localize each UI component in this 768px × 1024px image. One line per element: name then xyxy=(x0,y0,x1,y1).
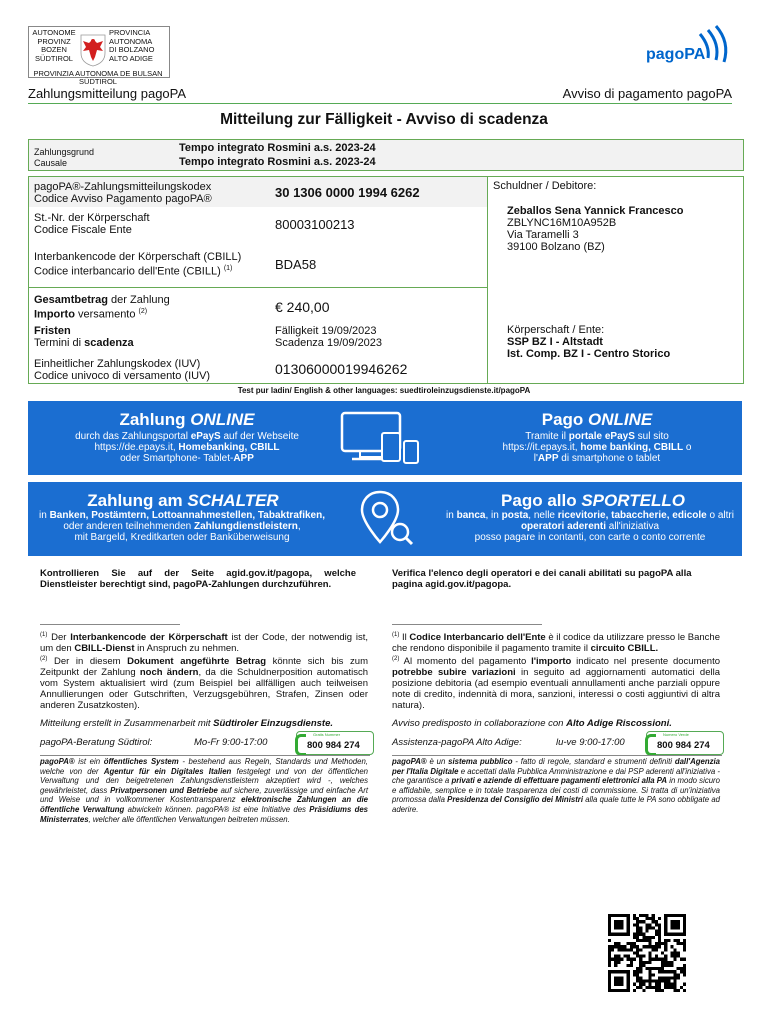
phone-handset-icon xyxy=(645,734,656,756)
header-title-it: Avviso di pagamento pagoPA xyxy=(562,86,732,101)
footnotes-de: $^{(1)}$ Der Interbankencode der Körperschaft ist der Code, der notwendig ist, um den CBILL-Dienst in Anspruch zu nehmen. $^{(2)}$ Der in diesem Dokument angeführte Betrag könnte sich bis zum Zeitpunkt der Zahlung noch ändern, da die Schuldnerposition automatisch vom System aktualisiert wird (zum Beispiel bei allfälligen auch teilweisen Annullierungen oder Gutschriften, Verzugsgebühren, Strafen, Zinsen oder anderen Zusatzkosten). xyxy=(40,632,369,712)
location-pin-icon xyxy=(356,488,416,550)
helpline-phone-de[interactable]: Gratis Nummer 800 984 274 xyxy=(296,731,374,755)
pagopa-description-it: pagoPA® è un sistema pubblico - fatto di regole, standard e strumenti definiti dall'Agenzia per l'Italia Digitale e accettati dalla Pubblica Amministrazione e dai PSP aderenti all'iniziativa - che garantisce a privati e aziende di effettuare pagamenti elettronici alla PA in modo sicuro e affidabile, semplice e in totale trasparenza dei costi di commissione. Si tratta di un'iniziativa promossa dalla Presidenza del Consiglio dei Ministri alla quale tutte le PA sono obbligate ad aderire. xyxy=(392,757,720,814)
amount-value: € 240,00 xyxy=(275,299,330,315)
helpline-hours-it: lu-ve 9:00-17:00 xyxy=(556,737,625,748)
debtor-name: Zeballos Sena Yannick Francesco xyxy=(507,205,684,217)
debtor-street: Via Taramelli 3 xyxy=(507,229,579,241)
amount-label: Gesamtbetrag der Zahlung Importo versamento $^{(2)}$ xyxy=(34,294,170,321)
payment-reason-box xyxy=(28,139,744,171)
entity-block xyxy=(507,324,670,360)
fine-divider-de xyxy=(40,755,370,756)
iuv-label: Einheitlicher Zahlungskodex (IUV) Codice univoco di versamento (IUV) xyxy=(34,358,211,382)
province-logo: AUTONOME PROVINZ BOZEN SÜDTIROL PROVINCIA AUTONOMA DI BOLZANO ALTO ADIGE xyxy=(28,26,170,78)
pagopa-logo xyxy=(646,22,732,70)
reason-value-it: Tempo integrato Rosmini a.s. 2023-24 xyxy=(179,156,376,168)
tax-code-label: St.-Nr. der Körperschaft Codice Fiscale Ente xyxy=(34,212,150,236)
province-logo-subtitle: PROVINZIA AUTONOMA DE BULSAN SÜDTIROL xyxy=(33,69,163,86)
debtor-block xyxy=(507,205,684,253)
footnote-divider-it xyxy=(392,624,542,625)
reason-label-it: Causale xyxy=(34,158,68,168)
helpline-phone-it[interactable]: Numero Verde 800 984 274 xyxy=(646,731,724,755)
due-date-value: Fälligkeit 19/09/2023 Scadenza 19/09/2023 xyxy=(275,325,383,349)
notice-code-label: pagoPA®-Zahlungsmitteilungskodex Codice Avviso Pagamento pagoPA® xyxy=(34,181,212,205)
online-title-de: Zahlung ONLINE xyxy=(119,410,255,429)
entity-name-1: SSP BZ I - Altstadt xyxy=(507,336,603,348)
entity-name-2: Ist. Comp. BZ I - Centro Storico xyxy=(507,348,671,360)
tax-code-value: 80003100213 xyxy=(275,217,355,232)
counter-text-it: in banca, in posta, nelle ricevitorie, tabaccherie, edicole o altri operatori aderenti all'iniziativa posso pagare in contanti, con carte o conto corrente xyxy=(446,510,734,543)
online-text-it: Tramite il portale ePayS sul sito https://it.epays.it, home banking, CBILL o l'APP di smartphone o tablet xyxy=(502,431,692,464)
phone-handset-icon xyxy=(295,734,306,756)
counter-payment-band xyxy=(28,482,742,556)
devices-icon xyxy=(338,409,428,467)
language-info: Test pur ladin/ English & other languages: suedtiroleinzugsdienste.it/pagoPA xyxy=(237,386,531,395)
helpline-label-it: Assistenza-pagoPA Alto Adige: xyxy=(392,737,522,748)
due-date-label: Fristen Termini di scadenza xyxy=(34,325,134,349)
helpline-label-de: pagoPA-Beratung Südtirol: xyxy=(40,737,153,748)
cbill-code-label: Interbankencode der Körperschaft (CBILL) Codice interbancario dell'Ente (CBILL) $^{(1)}$ xyxy=(34,251,242,278)
reason-label-de: Zahlungsgrund xyxy=(34,147,95,157)
pagopa-description-de: pagoPA® ist ein öffentliches System - bestehend aus Regeln, Standards und Methoden, welche von der Agentur für ein Digitales Italien festgelegt und von der öffentlichen Verwaltung und den beigetretenen Zahlungsdienstleistern akzeptiert wird -, welches gewährleistet, dass Privatpersonen und Betriebe auf sichere, zuverlässige und einfache Art und Weise und in vollkommener Kostentransparenz elektronische Zahlungen an die öffentliche Verwaltung abwickeln können. pagoPA® ist eine Initiative des Präsidiums des Ministerrates, welcher alle öffentlichen Verwaltungen beitreten müssen. xyxy=(40,757,369,824)
counter-title-it: Pago allo SPORTELLO xyxy=(501,491,685,510)
page-title: Mitteilung zur Fälligkeit - Avviso di scadenza xyxy=(220,111,548,128)
debtor-city: 39100 Bolzano (BZ) xyxy=(507,241,605,253)
iuv-value: 01306000019946262 xyxy=(275,361,408,377)
pagopa-wordmark: pagoPA xyxy=(646,46,706,63)
helpline-hours-de: Mo-Fr 9:00-17:00 xyxy=(194,737,268,748)
payment-details-box xyxy=(28,176,744,384)
reason-value-de: Tempo integrato Rosmini a.s. 2023-24 xyxy=(179,142,376,154)
header-divider xyxy=(28,103,732,104)
column-divider xyxy=(487,177,488,383)
online-payment-band xyxy=(28,401,742,475)
collab-de: Mitteilung erstellt in Zusammenarbeit mit Südtiroler Einzugsdienste. xyxy=(40,718,333,729)
counter-text-de: in Banken, Postämtern, Lottoannahmestellen, Tabaktrafiken, oder anderen teilnehmenden Zahlungdienstleistern, mit Bargeld, Kreditkarten oder Banküberweisung xyxy=(39,510,325,543)
online-text-de: durch das Zahlungsportal ePayS auf der Webseite https://de.epays.it, Homebanking, CBILL oder Smartphone- Tablet-APP xyxy=(75,431,299,464)
entity-label: Körperschaft / Ente: xyxy=(507,324,605,336)
debtor-fiscal-code: ZBLYNC16M10A952B xyxy=(507,217,617,229)
footnotes-it: $^{(1)}$ Il Codice Interbancario dell'Ente è il codice da utilizzare presso le Banche che rendono disponibile il pagamento tramite il circuito CBILL. $^{(2)}$ Al momento del pagamento l'importo indicato nel presente documento potrebbe subire variazioni in seguito ad aggiornamenti automatici della posizione debitoria (ad esempio eventuali annullamenti anche parziali oppure note di credito, indennità di mora, sanzioni, interessi o costi aggiuntivi di altra natura). xyxy=(392,632,720,712)
header-title-de: Zahlungsmitteilung pagoPA xyxy=(28,86,187,101)
row-divider xyxy=(29,287,487,288)
notice-code-value: 30 1306 0000 1994 6262 xyxy=(275,185,420,200)
collab-it: Avviso predisposto in collaborazione con Alto Adige Riscossioni. xyxy=(392,718,672,729)
check-note-it: Verifica l'elenco degli operatori e dei canali abilitati su pagoPA alla pagina agid.gov.it/pagopa. xyxy=(392,568,692,590)
check-note-de: Kontrollieren Sie auf der Seite agid.gov.it/pagopa, welche Dienstleister berechtigt sind, pagoPA-Zahlungen durchzuführen. xyxy=(40,568,356,590)
fine-divider-it xyxy=(392,755,722,756)
cbill-code-value: BDA58 xyxy=(275,257,317,272)
eagle-coat-of-arms-icon xyxy=(79,33,107,67)
online-title-it: Pago ONLINE xyxy=(541,410,653,429)
counter-title-de: Zahlung am SCHALTER xyxy=(87,491,279,510)
qr-code-icon xyxy=(608,914,686,992)
debtor-label: Schuldner / Debitore: xyxy=(493,180,597,192)
footnote-divider-de xyxy=(40,624,180,625)
